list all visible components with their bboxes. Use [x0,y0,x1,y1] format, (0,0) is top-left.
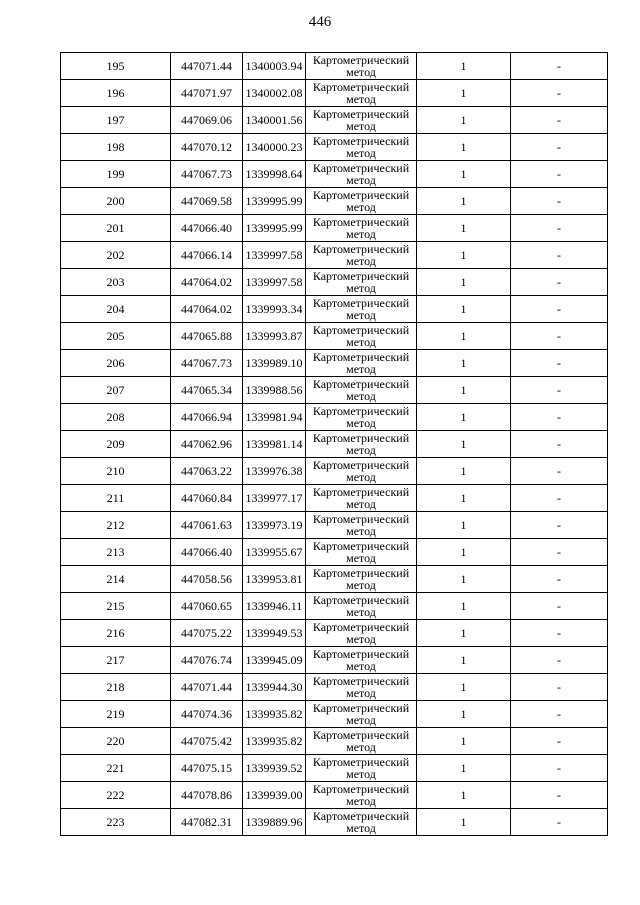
point-number-cell: 199 [61,161,171,188]
method-cell: Картометрический метод [306,701,417,728]
x-coordinate-cell: 447066.40 [171,215,243,242]
point-number-cell: 208 [61,404,171,431]
y-coordinate-cell: 1339889.96 [243,809,306,836]
table-row [61,350,608,377]
point-number-cell: 213 [61,539,171,566]
y-coordinate-cell: 1339997.58 [243,269,306,296]
accuracy-cell: 1 [417,53,511,80]
method-cell: Картометрический метод [306,323,417,350]
accuracy-cell: 1 [417,593,511,620]
point-number-cell: 220 [61,728,171,755]
y-coordinate-cell: 1340001.56 [243,107,306,134]
point-number-cell: 201 [61,215,171,242]
x-coordinate-cell: 447069.58 [171,188,243,215]
accuracy-cell: 1 [417,782,511,809]
note-cell: - [511,620,608,647]
x-coordinate-cell: 447062.96 [171,431,243,458]
accuracy-cell: 1 [417,296,511,323]
x-coordinate-cell: 447063.22 [171,458,243,485]
method-cell: Картометрический метод [306,215,417,242]
accuracy-cell: 1 [417,350,511,377]
x-coordinate-cell: 447065.88 [171,323,243,350]
method-cell: Картометрический метод [306,431,417,458]
y-coordinate-cell: 1339977.17 [243,485,306,512]
note-cell: - [511,647,608,674]
note-cell: - [511,431,608,458]
note-cell: - [511,107,608,134]
note-cell: - [511,701,608,728]
table-row [61,215,608,242]
point-number-cell: 200 [61,188,171,215]
y-coordinate-cell: 1339995.99 [243,215,306,242]
y-coordinate-cell: 1339944.30 [243,674,306,701]
note-cell: - [511,296,608,323]
method-cell: Картометрический метод [306,53,417,80]
table-row [61,269,608,296]
method-cell: Картометрический метод [306,134,417,161]
x-coordinate-cell: 447071.44 [171,674,243,701]
method-cell: Картометрический метод [306,809,417,836]
accuracy-cell: 1 [417,215,511,242]
y-coordinate-cell: 1339973.19 [243,512,306,539]
x-coordinate-cell: 447060.65 [171,593,243,620]
y-coordinate-cell: 1339945.09 [243,647,306,674]
point-number-cell: 196 [61,80,171,107]
note-cell: - [511,485,608,512]
x-coordinate-cell: 447067.73 [171,161,243,188]
point-number-cell: 219 [61,701,171,728]
note-cell: - [511,566,608,593]
table-row [61,242,608,269]
method-cell: Картометрический метод [306,107,417,134]
point-number-cell: 212 [61,512,171,539]
accuracy-cell: 1 [417,188,511,215]
note-cell: - [511,458,608,485]
note-cell: - [511,674,608,701]
note-cell: - [511,134,608,161]
x-coordinate-cell: 447066.94 [171,404,243,431]
y-coordinate-cell: 1339998.64 [243,161,306,188]
point-number-cell: 204 [61,296,171,323]
point-number-cell: 216 [61,620,171,647]
y-coordinate-cell: 1340000.23 [243,134,306,161]
y-coordinate-cell: 1339981.94 [243,404,306,431]
x-coordinate-cell: 447076.74 [171,647,243,674]
method-cell: Картометрический метод [306,242,417,269]
accuracy-cell: 1 [417,620,511,647]
y-coordinate-cell: 1339993.34 [243,296,306,323]
table-body [61,53,608,836]
method-cell: Картометрический метод [306,161,417,188]
x-coordinate-cell: 447064.02 [171,269,243,296]
method-cell: Картометрический метод [306,728,417,755]
x-coordinate-cell: 447074.36 [171,701,243,728]
y-coordinate-cell: 1339946.11 [243,593,306,620]
table-row [61,620,608,647]
y-coordinate-cell: 1339939.52 [243,755,306,782]
point-number-cell: 202 [61,242,171,269]
x-coordinate-cell: 447075.22 [171,620,243,647]
table-row [61,728,608,755]
note-cell: - [511,269,608,296]
table-row [61,539,608,566]
note-cell: - [511,80,608,107]
x-coordinate-cell: 447064.02 [171,296,243,323]
x-coordinate-cell: 447061.63 [171,512,243,539]
table-row [61,80,608,107]
accuracy-cell: 1 [417,512,511,539]
accuracy-cell: 1 [417,323,511,350]
point-number-cell: 223 [61,809,171,836]
x-coordinate-cell: 447069.06 [171,107,243,134]
x-coordinate-cell: 447067.73 [171,350,243,377]
point-number-cell: 215 [61,593,171,620]
method-cell: Картометрический метод [306,512,417,539]
y-coordinate-cell: 1339988.56 [243,377,306,404]
note-cell: - [511,188,608,215]
method-cell: Картометрический метод [306,620,417,647]
table-row [61,134,608,161]
method-cell: Картометрический метод [306,782,417,809]
point-number-cell: 221 [61,755,171,782]
method-cell: Картометрический метод [306,755,417,782]
y-coordinate-cell: 1339993.87 [243,323,306,350]
point-number-cell: 218 [61,674,171,701]
note-cell: - [511,242,608,269]
note-cell: - [511,728,608,755]
y-coordinate-cell: 1339989.10 [243,350,306,377]
table-row [61,53,608,80]
coordinates-table [60,52,608,836]
method-cell: Картометрический метод [306,566,417,593]
y-coordinate-cell: 1339953.81 [243,566,306,593]
point-number-cell: 205 [61,323,171,350]
table-row [61,512,608,539]
accuracy-cell: 1 [417,134,511,161]
note-cell: - [511,323,608,350]
method-cell: Картометрический метод [306,269,417,296]
accuracy-cell: 1 [417,269,511,296]
y-coordinate-cell: 1339976.38 [243,458,306,485]
accuracy-cell: 1 [417,377,511,404]
x-coordinate-cell: 447066.40 [171,539,243,566]
accuracy-cell: 1 [417,458,511,485]
y-coordinate-cell: 1339949.53 [243,620,306,647]
accuracy-cell: 1 [417,728,511,755]
accuracy-cell: 1 [417,755,511,782]
table-row [61,701,608,728]
method-cell: Картометрический метод [306,296,417,323]
y-coordinate-cell: 1339995.99 [243,188,306,215]
x-coordinate-cell: 447075.15 [171,755,243,782]
accuracy-cell: 1 [417,674,511,701]
note-cell: - [511,593,608,620]
table-row [61,404,608,431]
y-coordinate-cell: 1339935.82 [243,728,306,755]
method-cell: Картометрический метод [306,404,417,431]
point-number-cell: 214 [61,566,171,593]
x-coordinate-cell: 447075.42 [171,728,243,755]
note-cell: - [511,809,608,836]
table-row [61,485,608,512]
note-cell: - [511,161,608,188]
x-coordinate-cell: 447071.44 [171,53,243,80]
note-cell: - [511,782,608,809]
y-coordinate-cell: 1339997.58 [243,242,306,269]
point-number-cell: 222 [61,782,171,809]
accuracy-cell: 1 [417,107,511,134]
point-number-cell: 207 [61,377,171,404]
note-cell: - [511,53,608,80]
method-cell: Картометрический метод [306,485,417,512]
x-coordinate-cell: 447065.34 [171,377,243,404]
method-cell: Картометрический метод [306,539,417,566]
note-cell: - [511,539,608,566]
note-cell: - [511,215,608,242]
table-row [61,107,608,134]
accuracy-cell: 1 [417,566,511,593]
point-number-cell: 198 [61,134,171,161]
note-cell: - [511,377,608,404]
accuracy-cell: 1 [417,485,511,512]
accuracy-cell: 1 [417,242,511,269]
table-row [61,161,608,188]
method-cell: Картометрический метод [306,188,417,215]
y-coordinate-cell: 1339935.82 [243,701,306,728]
table-row [61,674,608,701]
x-coordinate-cell: 447071.97 [171,80,243,107]
method-cell: Картометрический метод [306,647,417,674]
table-row [61,188,608,215]
method-cell: Картометрический метод [306,350,417,377]
point-number-cell: 211 [61,485,171,512]
note-cell: - [511,404,608,431]
table-row [61,809,608,836]
table-row [61,593,608,620]
table-row [61,647,608,674]
point-number-cell: 210 [61,458,171,485]
table-row [61,782,608,809]
method-cell: Картометрический метод [306,80,417,107]
note-cell: - [511,512,608,539]
table-row [61,431,608,458]
point-number-cell: 217 [61,647,171,674]
x-coordinate-cell: 447078.86 [171,782,243,809]
y-coordinate-cell: 1340002.08 [243,80,306,107]
page-number: 446 [308,14,332,30]
note-cell: - [511,755,608,782]
y-coordinate-cell: 1339955.67 [243,539,306,566]
x-coordinate-cell: 447066.14 [171,242,243,269]
table-row [61,296,608,323]
accuracy-cell: 1 [417,647,511,674]
y-coordinate-cell: 1340003.94 [243,53,306,80]
point-number-cell: 206 [61,350,171,377]
table-row [61,566,608,593]
method-cell: Картометрический метод [306,593,417,620]
accuracy-cell: 1 [417,701,511,728]
x-coordinate-cell: 447070.12 [171,134,243,161]
note-cell: - [511,350,608,377]
accuracy-cell: 1 [417,161,511,188]
table-row [61,323,608,350]
y-coordinate-cell: 1339939.00 [243,782,306,809]
method-cell: Картометрический метод [306,458,417,485]
x-coordinate-cell: 447060.84 [171,485,243,512]
accuracy-cell: 1 [417,539,511,566]
method-cell: Картометрический метод [306,377,417,404]
point-number-cell: 203 [61,269,171,296]
point-number-cell: 209 [61,431,171,458]
accuracy-cell: 1 [417,431,511,458]
accuracy-cell: 1 [417,404,511,431]
table-row [61,458,608,485]
point-number-cell: 197 [61,107,171,134]
table-row [61,755,608,782]
accuracy-cell: 1 [417,80,511,107]
method-cell: Картометрический метод [306,674,417,701]
point-number-cell: 195 [61,53,171,80]
x-coordinate-cell: 447082.31 [171,809,243,836]
accuracy-cell: 1 [417,809,511,836]
x-coordinate-cell: 447058.56 [171,566,243,593]
table-row [61,377,608,404]
y-coordinate-cell: 1339981.14 [243,431,306,458]
